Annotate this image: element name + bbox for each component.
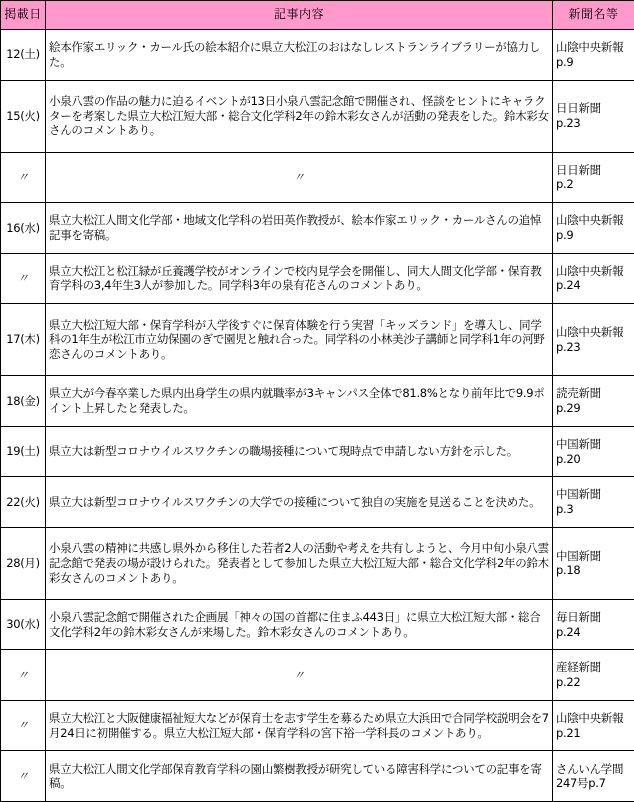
cell-publish-date: 15(火): [1, 80, 46, 152]
table-row: [1, 253, 634, 304]
newspaper-page: p.18: [556, 563, 581, 578]
newspaper-page: p.29: [556, 401, 581, 415]
table-body: [1, 30, 634, 802]
cell-publish-date: 19(土): [1, 426, 46, 477]
newspaper-page: p.3: [556, 502, 574, 517]
cell-article-content: 〃: [46, 650, 553, 701]
cell-article-content: 県立大は新型コロナウイルスワクチンの職場接種について現時点で申請しない方針を示した。: [46, 426, 553, 477]
newspaper-name: 産経新聞: [556, 660, 601, 675]
cell-article-content: 絵本作家エリック・カール氏の絵本紹介に県立大松江のおはなしレストランライブラリーが協力した。: [46, 30, 553, 81]
newspaper-page: p.2: [556, 177, 574, 192]
newspaper-name: 山陰中央新報: [556, 40, 624, 55]
column-header-date: 掲載日: [1, 1, 46, 30]
table-row: [1, 152, 634, 203]
table-row: [1, 203, 634, 254]
cell-publish-date: 〃: [1, 650, 46, 701]
cell-publish-date: 30(水): [1, 599, 46, 650]
cell-publish-date: 〃: [1, 253, 46, 304]
newspaper-name: 中国新聞: [556, 436, 601, 451]
cell-newspaper: [553, 376, 634, 427]
table-header-row: [1, 1, 634, 30]
cell-article-content: 小泉八雲の作品の魅力に迫るイベントが13日小泉八雲記念館で開催され、怪談をヒントにキャラクターを考案した県立大松江短大部・総合文化学科2年の鈴木彩女さんが活動の発表をした。鈴木彩女さんのコメントあり。: [46, 80, 553, 152]
cell-newspaper: [553, 650, 634, 701]
cell-article-content: 県立大松江と松江緑が丘養護学校がオンラインで校内見学会を開催し、同大人間文化学部・保育教育学科の3,4年生3人が参加した。同学科3年の泉有花さんのコメントあり。: [46, 253, 553, 304]
cell-newspaper: [553, 304, 634, 376]
table-row: [1, 426, 634, 477]
table-row: [1, 650, 634, 701]
cell-publish-date: 16(水): [1, 203, 46, 254]
newspaper-page: p.9: [556, 227, 574, 242]
newspaper-page: p.22: [556, 675, 581, 690]
table-row: [1, 527, 634, 599]
cell-article-content: 県立大松江と大阪健康福祉短大などが保育士を志す学生を募るため県立大浜田で合同学校説明会を7月24日に初開催する。県立大松江短大部・保育学科の宮下裕一学科長のコメントあり。: [46, 700, 553, 751]
column-header-paper: 新聞名等: [553, 1, 634, 30]
table-row: [1, 477, 634, 528]
newspaper-page: p.20: [556, 451, 581, 466]
cell-publish-date: 〃: [1, 700, 46, 751]
newspaper-page: 247号p.7: [556, 776, 606, 791]
cell-newspaper: [553, 751, 634, 802]
cell-article-content: 小泉八雲記念館で開催された企画展「神々の国の首都に住まふ443日」に県立大松江短大部・総合文化学科2年の鈴木彩女さんが来場した。鈴木彩女さんのコメントあり。: [46, 599, 553, 650]
newspaper-name: 中国新聞: [556, 487, 601, 502]
cell-article-content: 県立大松江短大部・保育学科が入学後すぐに保育体験を行う実習「キッズランド」を導入し、同学科の1年生が松江市立幼保園のぎで園児と触れ合った。同学科の小林美沙子講師と同学科1年の河野恋さんのコメントあり。: [46, 304, 553, 376]
newspaper-name: さんいん学間: [556, 761, 624, 776]
newspaper-page: p.23: [556, 116, 581, 131]
cell-article-content: 小泉八雲の精神に共感し県外から移住した若者2人の活動や考えを共有しようと、今月中旬小泉八雲記念館で発表の場が設けられた。発表者として参加した県立大松江短大部・総合文化学科2年の鈴木彩女さんのコメントあり。: [46, 527, 553, 599]
cell-publish-date: 28(月): [1, 527, 46, 599]
newspaper-page: p.24: [556, 624, 581, 639]
newspaper-name: 山陰中央新報: [556, 324, 624, 339]
cell-publish-date: 17(木): [1, 304, 46, 376]
cell-newspaper: [553, 527, 634, 599]
newspaper-page: p.21: [556, 725, 581, 740]
cell-newspaper: [553, 477, 634, 528]
newspaper-name: 日日新聞: [556, 162, 601, 177]
cell-publish-date: 22(火): [1, 477, 46, 528]
cell-newspaper: [553, 30, 634, 81]
table-row: [1, 700, 634, 751]
cell-publish-date: 〃: [1, 152, 46, 203]
cell-article-content: 県立大は新型コロナウイルスワクチンの大学での接種について独自の実施を見送ることを決めた。: [46, 477, 553, 528]
cell-newspaper: [553, 599, 634, 650]
newspaper-page: p.24: [556, 278, 581, 293]
table-row: [1, 80, 634, 152]
cell-article-content: 〃: [46, 152, 553, 203]
table-row: [1, 599, 634, 650]
column-header-content: 記事内容: [46, 1, 553, 30]
newspaper-name: 読売新聞: [556, 386, 601, 401]
table-row: [1, 751, 634, 802]
newspaper-page: p.9: [556, 54, 574, 69]
cell-publish-date: 18(金): [1, 376, 46, 427]
cell-newspaper: [553, 253, 634, 304]
newspaper-name: 山陰中央新報: [556, 710, 624, 725]
cell-newspaper: [553, 203, 634, 254]
table-row: [1, 376, 634, 427]
newspaper-name: 日日新聞: [556, 101, 601, 116]
cell-publish-date: 12(土): [1, 30, 46, 81]
newspaper-name: 中国新聞: [556, 548, 601, 563]
cell-newspaper: [553, 426, 634, 477]
newspaper-name: 山陰中央新報: [556, 263, 624, 278]
table-row: [1, 30, 634, 81]
table-row: [1, 304, 634, 376]
newspaper-name: 山陰中央新報: [556, 213, 624, 228]
cell-newspaper: [553, 152, 634, 203]
cell-article-content: 県立大松江人間文化学部・地域文化学科の岩田英作教授が、絵本作家エリック・カールさんの追悼記事を寄稿。: [46, 203, 553, 254]
cell-newspaper: [553, 700, 634, 751]
cell-article-content: 県立大松江人間文化学部保育教育学科の園山繁樹教授が研究している障害科学についての記事を寄稿。: [46, 751, 553, 802]
cell-article-content: 県立大が今春卒業した県内出身学生の県内就職率が3キャンパス全体で81.8%となり前年比で9.9ポイント上昇したと発表した。: [46, 376, 553, 427]
newspaper-page: p.23: [556, 339, 581, 354]
cell-newspaper: [553, 80, 634, 152]
newspaper-name: 毎日新聞: [556, 609, 601, 624]
table-header: [1, 1, 634, 30]
cell-publish-date: 〃: [1, 751, 46, 802]
